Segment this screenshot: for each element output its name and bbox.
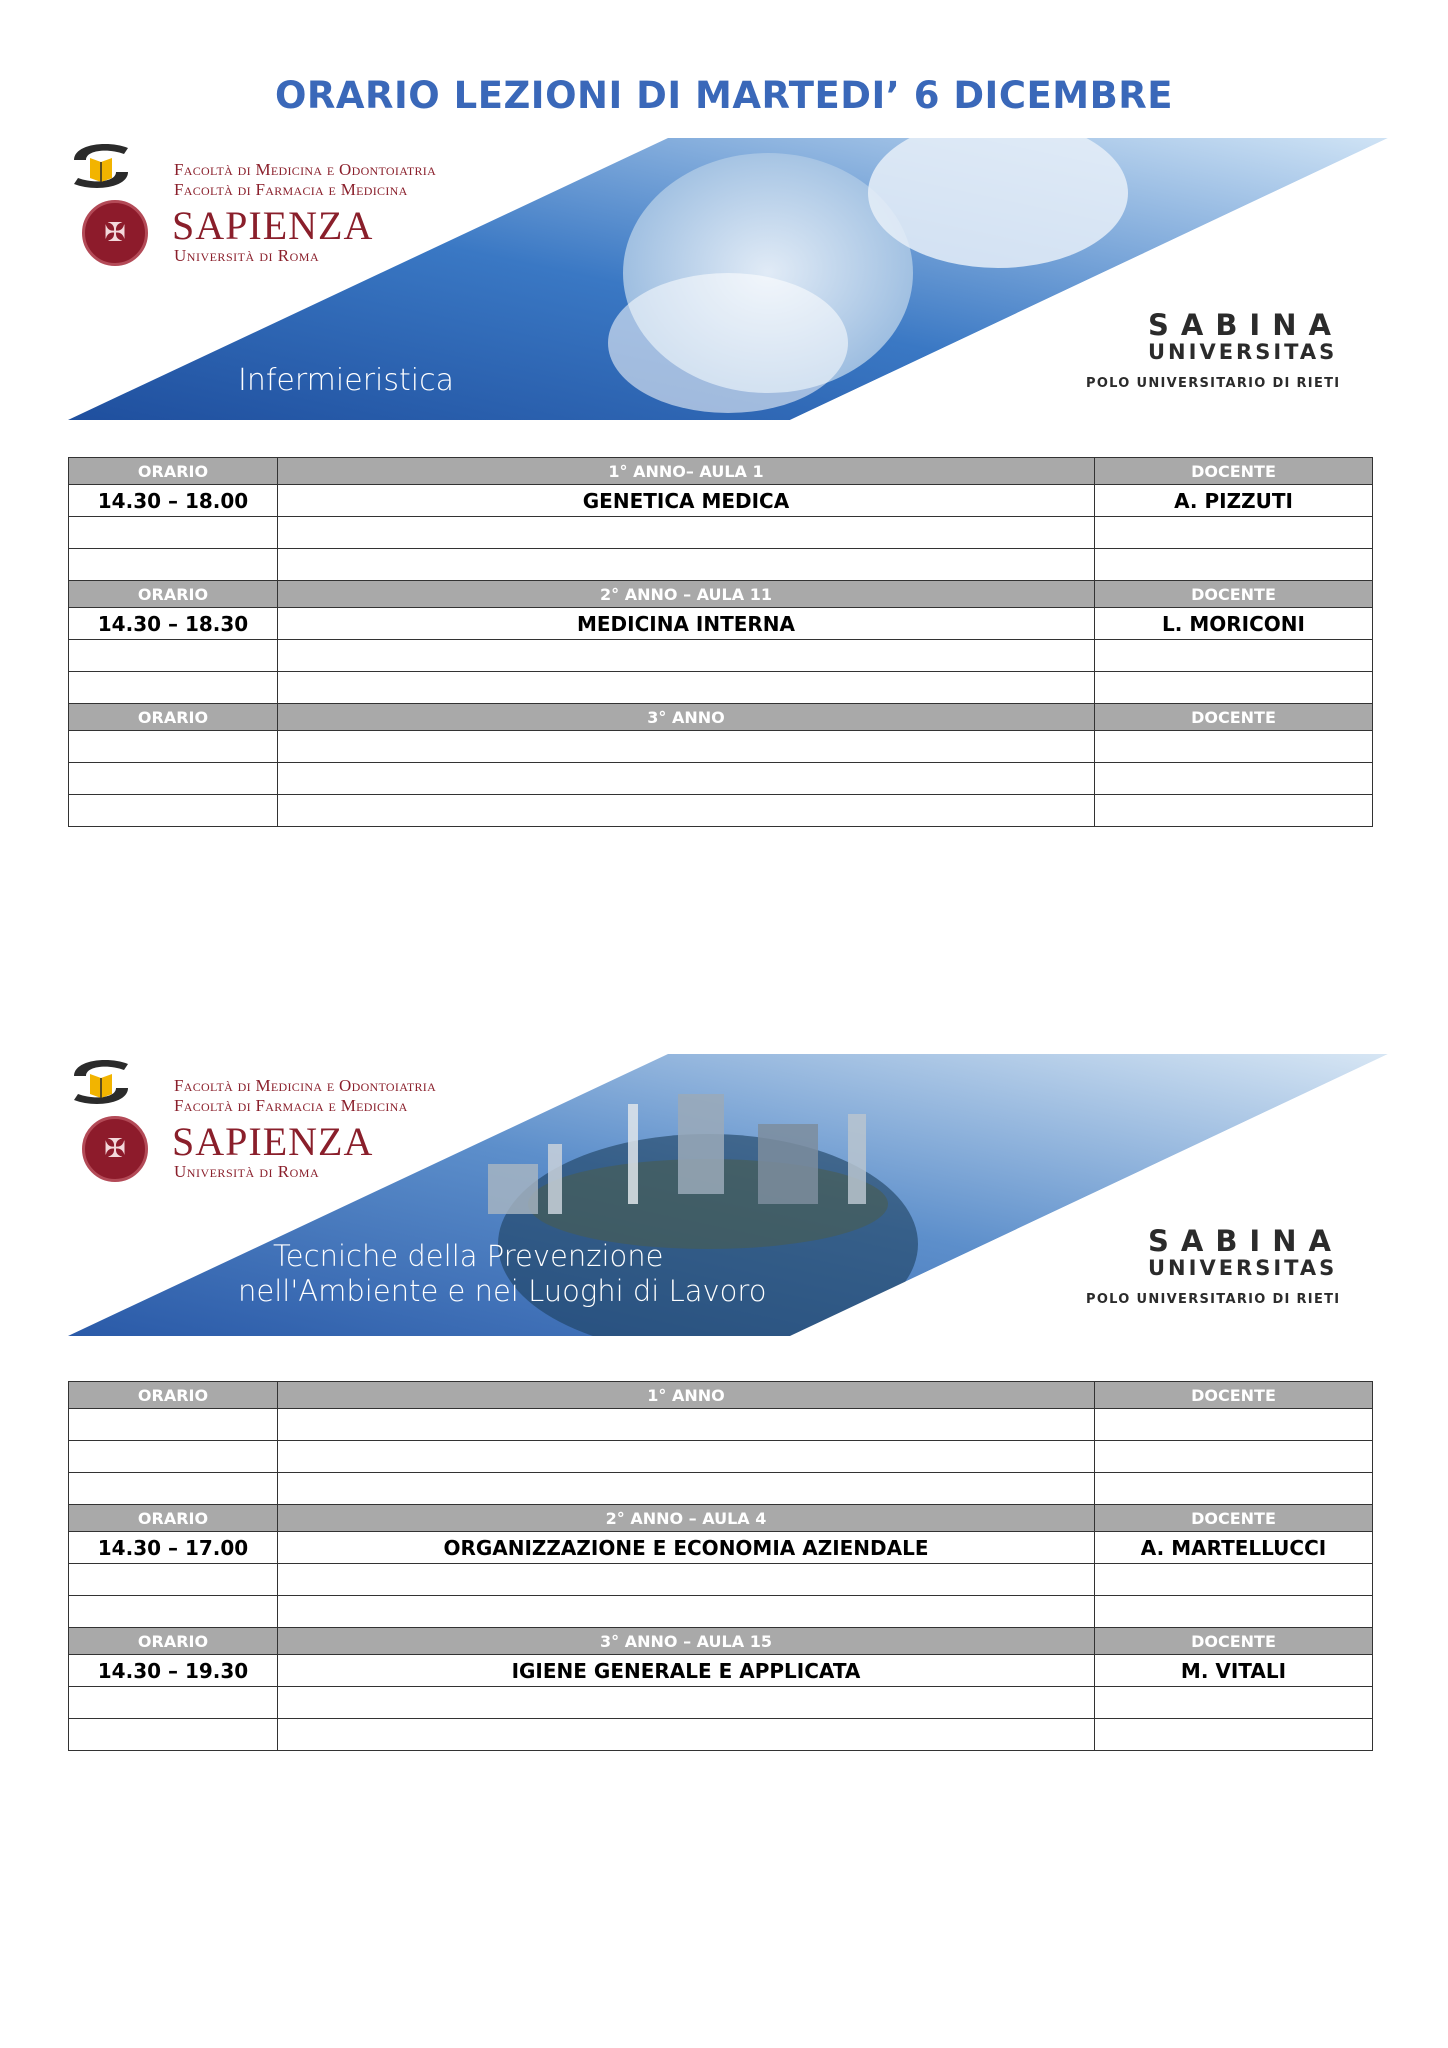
table-row [69,1655,1373,1687]
subject-cell [278,640,1095,672]
teacher-cell: A. MARTELLUCCI [1095,1532,1373,1564]
university-city: Università di Roma [174,246,320,265]
header-cell: ORARIO [69,1505,278,1532]
course-name-line-2: nell'Ambiente e nei Luoghi di Lavoro [238,1274,767,1308]
header-cell: ORARIO [69,458,278,485]
subject-cell: ORGANIZZAZIONE E ECONOMIA AZIENDALE [278,1532,1095,1564]
page-title: ORARIO LEZIONI DI MARTEDI’ 6 DICEMBRE [274,74,1174,117]
time-cell [69,1687,278,1719]
header-cell: 2° ANNO – AULA 11 [278,581,1095,608]
time-cell: 14.30 – 17.00 [69,1532,278,1564]
subject-cell [278,795,1095,827]
subject-cell [278,1441,1095,1473]
table-row [69,640,1373,672]
teacher-cell: A. PIZZUTI [1095,485,1373,517]
teacher-cell [1095,763,1373,795]
sabina-tagline: POLO UNIVERSITARIO DI RIETI [1086,376,1341,391]
subject-cell [278,763,1095,795]
table-row [69,672,1373,704]
time-cell: 14.30 – 18.00 [69,485,278,517]
course-banner-prevenzione [68,1054,1388,1336]
teacher-cell [1095,1719,1373,1751]
sabina-name: SABINA [1148,1224,1343,1258]
table-row [69,1441,1373,1473]
teacher-cell [1095,517,1373,549]
time-cell [69,763,278,795]
sabina-book-icon [68,1054,134,1110]
faculty-line-2: Facoltà di Farmacia e Medicina [174,1096,408,1115]
subject-cell [278,517,1095,549]
time-cell [69,517,278,549]
schedule-table-infermieristica [68,457,1373,827]
time-cell [69,672,278,704]
teacher-cell [1095,795,1373,827]
teacher-cell [1095,1473,1373,1505]
time-cell [69,1564,278,1596]
header-cell: DOCENTE [1095,1382,1373,1409]
schedule-table-prevenzione [68,1381,1373,1751]
sabina-sub: UNIVERSITAS [1148,340,1338,364]
table-row [69,1532,1373,1564]
header-cell: 3° ANNO [278,704,1095,731]
table-row [69,1719,1373,1751]
subject-cell [278,1409,1095,1441]
sabina-sub: UNIVERSITAS [1148,1256,1338,1280]
header-cell: DOCENTE [1095,458,1373,485]
faculty-line-1: Facoltà di Medicina e Odontoiatria [174,160,437,179]
subject-cell: MEDICINA INTERNA [278,608,1095,640]
time-cell [69,1441,278,1473]
header-cell: DOCENTE [1095,704,1373,731]
table-header [69,1628,1373,1655]
faculty-line-2: Facoltà di Farmacia e Medicina [174,180,408,199]
teacher-cell [1095,1409,1373,1441]
time-cell [69,795,278,827]
time-cell [69,549,278,581]
header-cell: ORARIO [69,1382,278,1409]
teacher-cell [1095,549,1373,581]
teacher-cell [1095,1687,1373,1719]
course-name-line-1: Tecniche della Prevenzione [273,1239,664,1273]
subject-cell [278,672,1095,704]
header-cell: 2° ANNO – AULA 4 [278,1505,1095,1532]
time-cell [69,640,278,672]
sabina-book-icon [68,138,134,194]
subject-cell: GENETICA MEDICA [278,485,1095,517]
sapienza-seal-icon: ✠ [82,1116,148,1182]
subject-cell [278,1473,1095,1505]
time-cell [69,1473,278,1505]
table-row [69,517,1373,549]
teacher-cell [1095,1596,1373,1628]
header-cell: DOCENTE [1095,1505,1373,1532]
time-cell [69,731,278,763]
header-cell: DOCENTE [1095,581,1373,608]
time-cell: 14.30 – 18.30 [69,608,278,640]
table-row [69,1564,1373,1596]
teacher-cell: M. VITALI [1095,1655,1373,1687]
table-row [69,1409,1373,1441]
header-cell: ORARIO [69,704,278,731]
faculty-line-1: Facoltà di Medicina e Odontoiatria [174,1076,437,1095]
sapienza-logo-text: SAPIENZA [172,1119,374,1164]
table-row [69,731,1373,763]
teacher-cell: L. MORICONI [1095,608,1373,640]
subject-cell [278,731,1095,763]
table-row [69,1687,1373,1719]
subject-cell [278,1719,1095,1751]
header-cell: ORARIO [69,581,278,608]
table-header [69,1505,1373,1532]
teacher-cell [1095,1564,1373,1596]
header-cell: 1° ANNO– AULA 1 [278,458,1095,485]
sabina-name: SABINA [1148,308,1343,342]
table-row [69,795,1373,827]
university-city: Università di Roma [174,1162,320,1181]
header-cell: DOCENTE [1095,1628,1373,1655]
teacher-cell [1095,640,1373,672]
subject-cell [278,549,1095,581]
time-cell [69,1596,278,1628]
header-cell: ORARIO [69,1628,278,1655]
subject-cell [278,1564,1095,1596]
table-row [69,608,1373,640]
subject-cell: IGIENE GENERALE E APPLICATA [278,1655,1095,1687]
table-row [69,763,1373,795]
table-row [69,549,1373,581]
sapienza-seal-icon: ✠ [82,200,148,266]
header-cell: 3° ANNO – AULA 15 [278,1628,1095,1655]
subject-cell [278,1596,1095,1628]
teacher-cell [1095,731,1373,763]
subject-cell [278,1687,1095,1719]
table-header [69,704,1373,731]
course-name: Infermieristica [238,363,454,398]
teacher-cell [1095,1441,1373,1473]
course-banner-infermieristica [68,138,1388,420]
teacher-cell [1095,672,1373,704]
table-row [69,1596,1373,1628]
table-row [69,485,1373,517]
time-cell [69,1719,278,1751]
table-row [69,1473,1373,1505]
table-header [69,1382,1373,1409]
time-cell [69,1409,278,1441]
time-cell: 14.30 – 19.30 [69,1655,278,1687]
table-header [69,458,1373,485]
table-header [69,581,1373,608]
sapienza-logo-text: SAPIENZA [172,203,374,248]
sabina-tagline: POLO UNIVERSITARIO DI RIETI [1086,1292,1341,1307]
header-cell: 1° ANNO [278,1382,1095,1409]
